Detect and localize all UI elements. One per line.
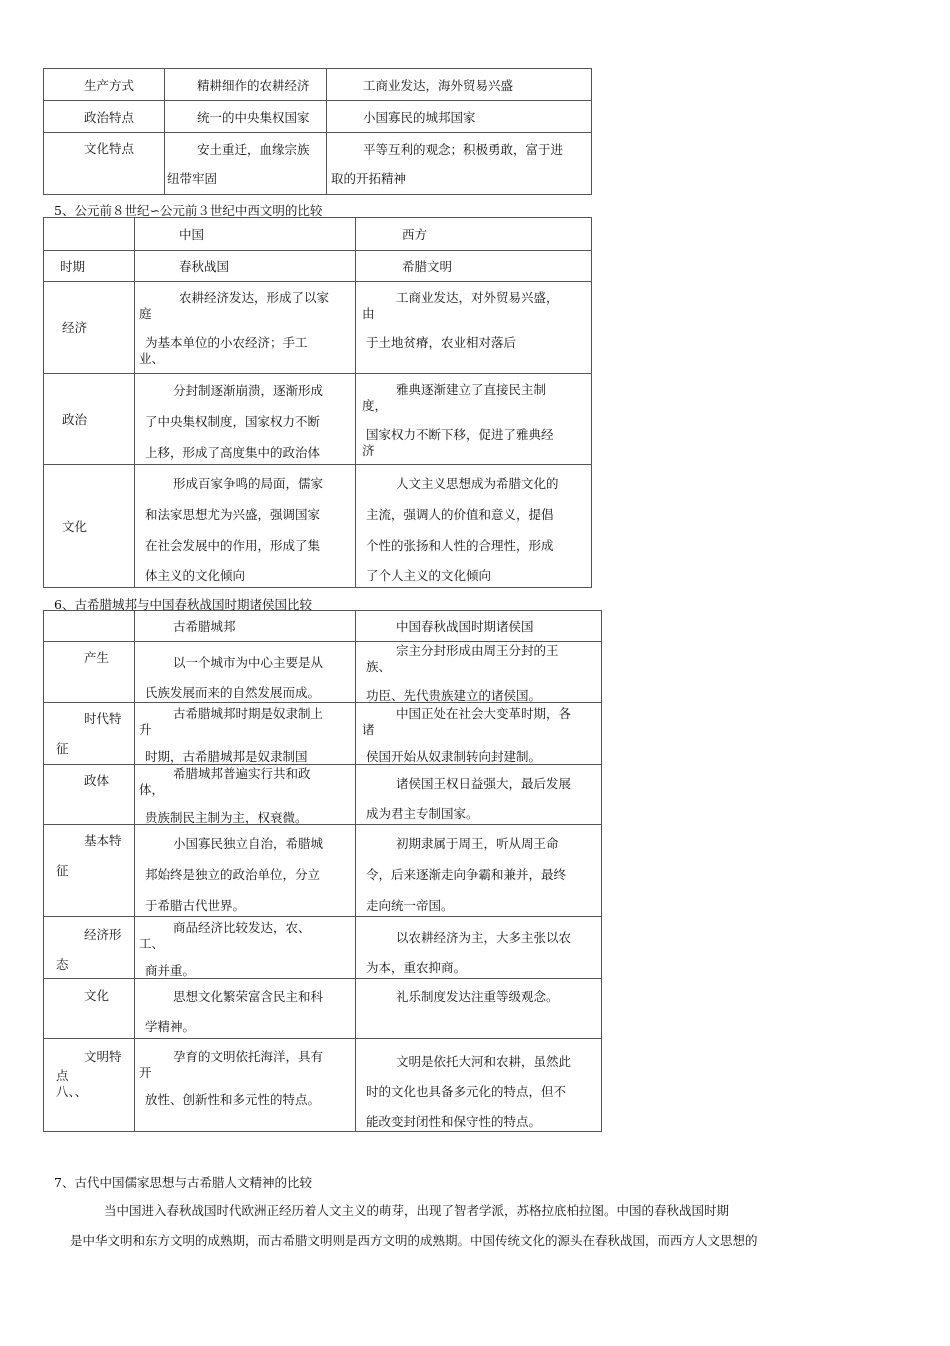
table-civilization-features [43,68,592,195]
table-row [44,251,592,282]
table-row [44,282,592,374]
cell-text: 精耕细作的农耕经济 [197,78,310,93]
table-row [44,642,602,703]
table-china-west-comparison [43,217,592,588]
row-label: 时代特 [84,711,122,726]
cell-text: 以一个城市为中心主要是从 [173,655,324,670]
table-row [44,101,592,133]
row-label: 点 [56,1068,69,1083]
table-row [44,703,602,765]
cell-text: 了个人主义的文化倾向 [366,568,492,583]
table-row [44,979,602,1039]
cell-text: 以农耕经济为主，大多主张以农 [396,930,572,945]
section-heading-5: 5、公元前８世纪∽公元前３世纪中西文明的比较 [54,203,323,218]
cell-text: 商品经济比较发达，农、 [173,920,311,935]
cell-text: 开 [139,1065,152,1080]
row-label: 生产方式 [84,78,135,93]
cell-text: 农耕经济发达，形成了以家 [179,290,330,305]
row-label: 经济 [62,320,88,335]
column-header: 中国春秋战国时期诸侯国 [396,619,534,634]
row-label: 文化特点 [84,141,135,156]
row-label: 时期 [60,259,86,274]
cell-text: 雅典逐渐建立了直接民主制 [396,382,547,397]
cell-text: 平等互利的观念；积极勇敢，富于进 [363,142,564,157]
cell-text: 统一的中央集权国家 [197,110,310,125]
section-heading-7: 7、古代中国儒家思想与古希腊人文精神的比较 [54,1175,312,1190]
row-label: 政治特点 [84,110,135,125]
cell-text: 商并重。 [145,963,196,978]
row-label: 基本特 [84,833,122,848]
row-label: 征 [56,863,69,878]
cell-text: 工商业发达，海外贸易兴盛 [363,78,514,93]
row-label: 政体 [84,773,110,788]
row-label: 产生 [84,650,110,665]
cell-text: 学精神。 [145,1019,196,1034]
cell-text: 工、 [139,936,165,951]
cell-text: 希腊文明 [402,259,453,274]
row-label: 经济形 [84,927,122,942]
paragraph-line: 当中国进入春秋战国时代欧洲正经历着人文主义的萌芽，出现了智者学派，苏格拉底柏拉图。中国的春秋战国时期 [104,1203,730,1218]
row-label: 八、、 [56,1084,88,1099]
cell-text: 纽带牢固 [167,171,218,186]
cell-text: 中国正处在社会大变革时期，各 [396,706,572,721]
table-header-row [44,611,602,642]
column-header: 古希腊城邦 [173,619,236,634]
row-label: 态 [56,957,69,972]
column-header: 中国 [179,227,205,242]
cell-text: 邦始终是独立的政治单位，分立 [145,867,321,882]
cell-text: 安土重迁，血缘宗族 [197,142,310,157]
cell-text: 放性、创新性和多元性的特点。 [145,1092,321,1107]
cell-text: 族、 [366,659,392,674]
cell-text: 初期隶属于周王，听从周王命 [396,836,559,851]
row-label: 文化 [62,519,88,534]
row-label: 文化 [84,988,110,1003]
cell-text: 分封制逐渐崩溃，逐渐形成 [173,383,324,398]
cell-text: 小国寡民的城邦国家 [363,110,476,125]
cell-text: 上移，形成了高度集中的政治体 [145,445,321,460]
table-row [44,1039,602,1132]
table-row [44,465,592,588]
cell-text: 由 [362,306,375,321]
cell-text: 主流，强调人的价值和意义，提倡 [366,507,554,522]
cell-text: 古希腊城邦时期是奴隶制上 [173,706,324,721]
cell-text: 礼乐制度发达注重等级观念。 [396,989,559,1004]
cell-text: 氏族发展而来的自然发展而成。 [145,685,321,700]
cell-text: 诸侯国王权日益强大，最后发展 [396,776,572,791]
cell-text: 走向统一帝国。 [366,898,454,913]
cell-text: 令，后来逐渐走向争霸和兼并，最终 [366,867,567,882]
cell-text: 体， [139,782,165,797]
table-greece-china-states [43,610,602,1132]
cell-text: 庭 [139,306,152,321]
cell-text: 文明是依托大河和农耕，虽然此 [396,1054,572,1069]
paragraph-line: 是中华文明和东方文明的成熟期，而古希腊文明则是西方文明的成熟期。中国传统文化的源头在春秋战国，而西方人文思想的 [70,1233,758,1248]
cell-text: 为本，重农抑商。 [366,960,467,975]
cell-text: 国家权力不断下移，促进了雅典经 [366,427,554,442]
cell-text: 在社会发展中的作用，形成了集 [145,538,321,553]
table-row [44,69,592,101]
table-row [44,917,602,979]
cell-text: 济 [362,443,375,458]
table-row [44,765,602,825]
cell-text: 能改变封闭性和保守性的特点。 [366,1114,542,1129]
cell-text: 宗主分封形成由周王分封的王 [396,643,559,658]
cell-text: 和法家思想尤为兴盛，强调国家 [145,507,321,522]
row-label: 征 [56,741,69,756]
table-header-row [44,218,592,251]
cell-text: 体主义的文化倾向 [145,568,246,583]
cell-text: 小国寡民独立自治，希腊城 [173,836,324,851]
cell-text: 形成百家争鸣的局面，儒家 [173,476,324,491]
cell-text: 侯国开始从奴隶制转向封建制。 [366,749,542,764]
cell-text: 成为君主专制国家。 [366,806,479,821]
cell-text: 孕育的文明依托海洋，具有 [173,1049,324,1064]
cell-text: 贵族制民主制为主，权衰微。 [145,810,308,825]
row-label: 文明特 [84,1049,122,1064]
table-row [44,374,592,465]
cell-text: 于土地贫瘠，农业相对落后 [366,335,517,350]
cell-text: 希腊城邦普遍实行共和政 [173,766,311,781]
cell-text: 个性的张扬和人性的合理性，形成 [366,538,554,553]
column-header: 西方 [402,227,428,242]
cell-text: 诸 [362,722,375,737]
cell-text: 业、 [139,351,165,366]
table-row [44,825,602,917]
cell-text: 时期，古希腊城邦是奴隶制国 [145,749,308,764]
cell-text: 思想文化繁荣富含民主和科 [173,989,324,1004]
cell-text: 时的文化也具备多元化的特点，但不 [366,1084,567,1099]
cell-text: 功臣、先代贵族建立的诸侯国。 [366,688,542,703]
cell-text: 升 [139,722,152,737]
section-heading-6: 6、古希腊城邦与中国春秋战国时期诸侯国比较 [54,597,312,612]
cell-text: 取的开拓精神 [331,171,407,186]
cell-text: 度， [362,398,388,413]
cell-text: 人文主义思想成为希腊文化的 [396,476,559,491]
cell-text: 于希腊古代世界。 [145,898,246,913]
cell-text: 了中央集权制度，国家权力不断 [145,414,321,429]
cell-text: 春秋战国 [179,259,230,274]
table-row [44,133,592,195]
cell-text: 为基本单位的小农经济；手工 [145,335,308,350]
row-label: 政治 [62,412,88,427]
cell-text: 工商业发达，对外贸易兴盛， [396,290,559,305]
